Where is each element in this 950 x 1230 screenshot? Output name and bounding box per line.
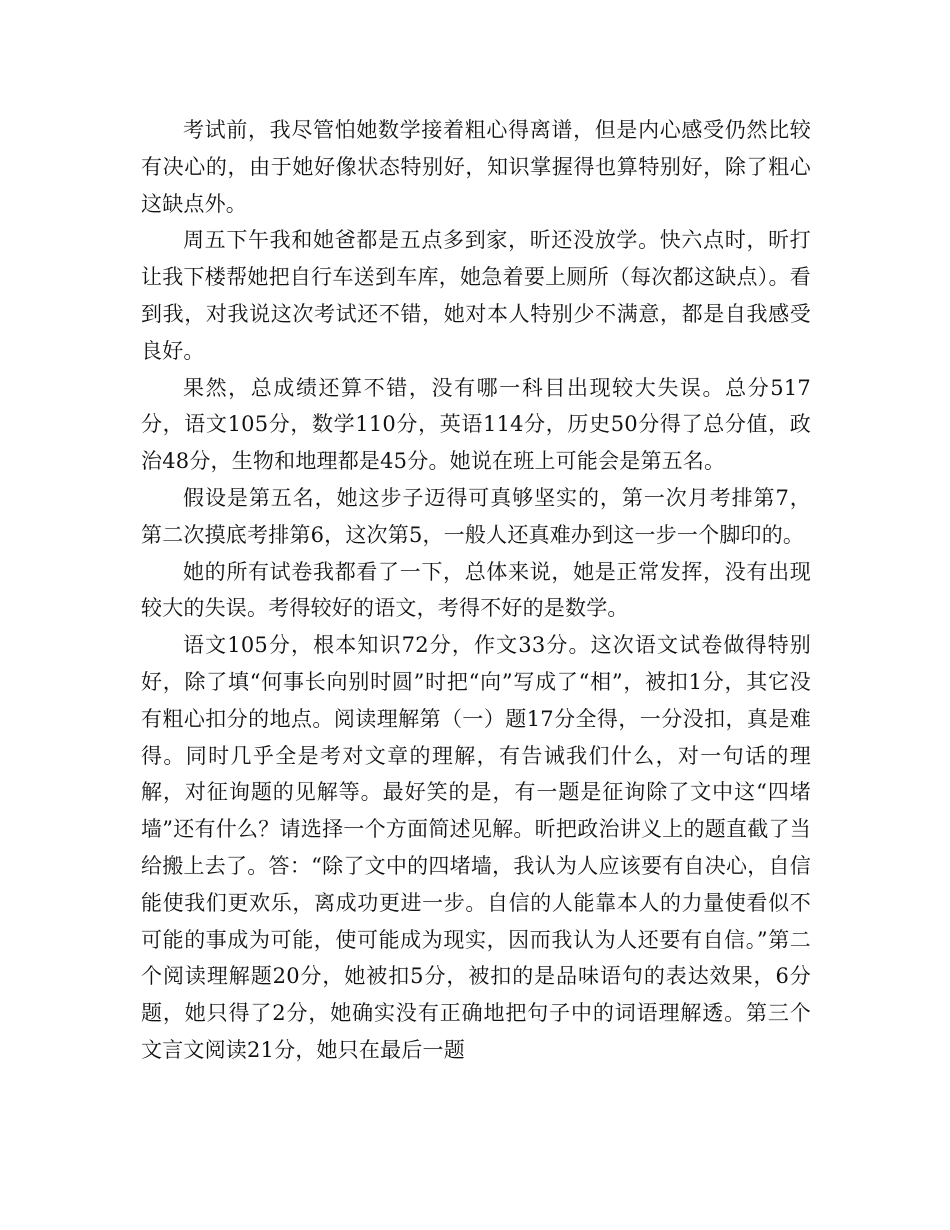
- document-body: [141, 112, 811, 1069]
- paragraph: 她的所有试卷我都看了一下，总体来说，她是正常发挥，没有出现较大的失误。考得较好的语文，考得不好的是数学。: [141, 559, 811, 621]
- paragraph: 假设是第五名，她这步子迈得可真够坚实的，第一次月考排第7，第二次摸底考排第6，这次第5，一般人还真难办到这一步一个脚印的。: [141, 485, 811, 547]
- paragraph: 考试前，我尽管怕她数学接着粗心得离谱，但是内心感受仍然比较有决心的，由于她好像状态特别好，知识掌握得也算特别好，除了粗心这缺点外。: [141, 118, 811, 216]
- paragraph: 果然，总成绩还算不错，没有哪一科目出现较大失误。总分517分，语文105分，数学110分，英语114分，历史50分得了总分值，政治48分，生物和地理都是45分。她说在班上可能会是第五名。: [141, 375, 811, 474]
- paragraph: 语文105分，根本知识72分，作文33分。这次语文试卷做得特别好，除了填“何事长向别时圆”时把“向”写成了“相”，被扣1分，其它没有粗心扣分的地点。阅读理解第（一）题17分全得，一分没扣，真是难得。同时几乎全是考对文章的理解，有告诫我们什么，对一句话的理解，对征询题的见解等。最好笑的是，有一题是征询除了文中这“四堵墙”还有什么？请选择一个方面简述见解。昕把政治讲义上的题直截了当给搬上去了。答：“除了文中的四堵墙，我认为人应该要有自决心，自信能使我们更欢乐，离成功更进一步。自信的人能靠本人的力量使看似不可能的事成为可能，使可能成为现实，因而我认为人还要有自信。”第二个阅读理解题20分，她被扣5分，被扣的是品味语句的表达效果，6分题，她只得了2分，她确实没有正确地把句子中的词语理解透。第三个文言文阅读21分，她只在最后一题: [141, 633, 811, 1062]
- paragraph: 周五下午我和她爸都是五点多到家，昕还没放学。快六点时，昕打让我下楼帮她把自行车送到车库，她急着要上厕所（每次都这缺点）。看到我，对我说这次考试还不错，她对本人特别少不满意，都是自我感受良好。: [141, 228, 811, 363]
